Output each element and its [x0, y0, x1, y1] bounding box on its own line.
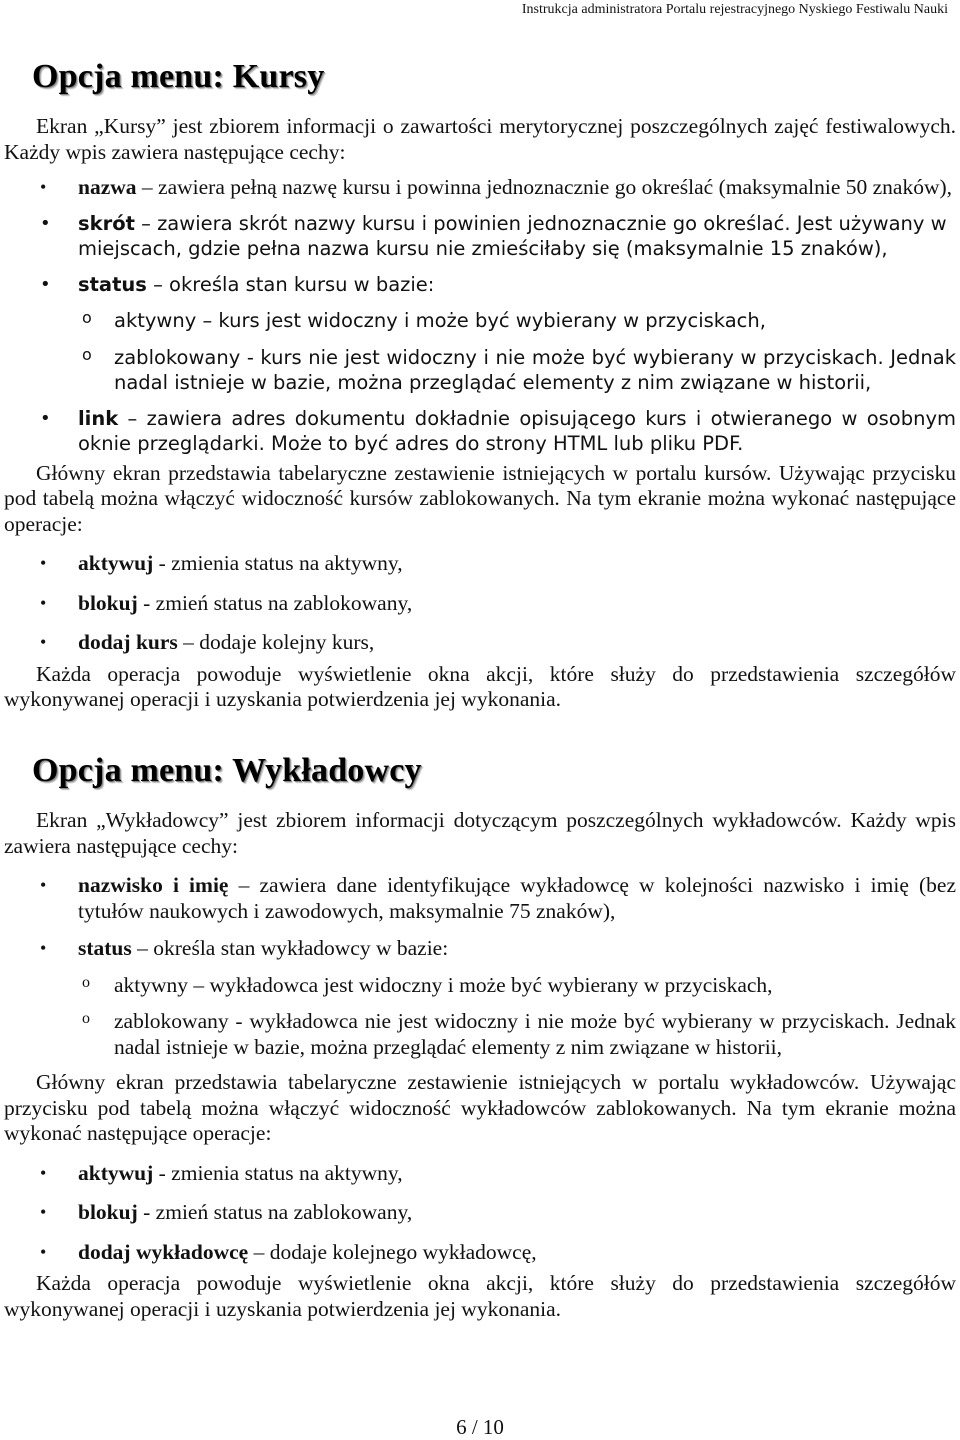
- wykladowcy-closing: Każda operacja powoduje wyświetlenie okna akcji, które służy do przedstawienia szczegółów wykonywanej operacji i uzyskania potwierdzenia jej wykonania.: [4, 1271, 956, 1321]
- list-item: [4, 873, 956, 924]
- term-desc: – zawiera adres dokumentu dokładnie opisującego kurs i otwieranego w osobnym oknie przeglądarki. Może to być adres do strony HTML lub pliku PDF.: [78, 406, 956, 455]
- term-desc: - zmień status na zablokowany,: [137, 590, 413, 615]
- term: nazwa: [78, 175, 137, 199]
- term: status: [78, 272, 147, 296]
- page-header: Instrukcja administratora Portalu rejestracyjnego Nyskiego Festiwalu Nauki: [521, 2, 948, 17]
- kursy-main-screen: Główny ekran przedstawia tabelaryczne zestawienie istniejących w portalu kursów. Używając przycisku pod tabelą można włączyć widoczność kursów zablokowanych. Na tym ekranie można wykonać następujące operacje:: [4, 460, 956, 536]
- section-heading-kursy: Opcja menu: Kursy: [32, 58, 325, 95]
- term-desc: – zawiera dane identyfikujące wykładowcę w kolejności nazwisko i imię (bez tytułów naukowych i zawodowych, maksymalnie 75 znaków),: [78, 873, 957, 923]
- list-item: [4, 406, 956, 457]
- list-item: [4, 591, 956, 617]
- list-item: [4, 1161, 956, 1187]
- term-desc: – określa stan wykładowcy w bazie:: [131, 936, 449, 960]
- list-item: [4, 1240, 956, 1266]
- list-item: o aktywny – kurs jest widoczny i może być wybierany w przyciskach,: [4, 308, 956, 334]
- wykladowcy-main-screen: Główny ekran przedstawia tabelaryczne zestawienie istniejących w portalu wykładowców. Używając przycisku pod tabelą można włączyć widoczność wykładowców zablokowanych. Na tym ekranie można wykonać następujące operacje:: [4, 1070, 956, 1145]
- list-item: [4, 936, 956, 1060]
- wykladowcy-intro: Ekran „Wykładowcy” jest zbiorem informacji dotyczącym poszczególnych wykładowców. Każdy wpis zawiera następujące cechy:: [4, 808, 956, 858]
- list-item: o zablokowany - kurs nie jest widoczny i nie może być wybierany w przyciskach. Jednak nadal istnieje w bazie, można przeglądać elementy z nim związane w historii,: [4, 345, 956, 396]
- term: dodaj wykładowcę: [78, 1239, 249, 1264]
- kursy-operations-list: [4, 551, 956, 656]
- list-item: [4, 211, 956, 262]
- term: dodaj kurs: [78, 630, 178, 654]
- term: blokuj: [78, 1200, 138, 1224]
- term-desc: – zawiera pełną nazwę kursu i powinna jednoznacznie go określać (maksymalnie 50 znaków),: [136, 175, 953, 199]
- term: link: [78, 406, 119, 430]
- wykladowcy-features-list: [4, 873, 956, 1060]
- page-number: 6 / 10: [456, 1415, 504, 1439]
- term: nazwisko i imię: [78, 873, 229, 897]
- list-item: o aktywny – wykładowca jest widoczny i może być wybierany w przyciskach,: [4, 973, 956, 999]
- section-heading-wykladowcy: Opcja menu: Wykładowcy: [32, 752, 422, 789]
- list-item: o zablokowany - wykładowca nie jest widoczny i nie może być wybierany w przyciskach. Jednak nadal istnieje w bazie, można przeglądać elementy z nim związane w historii,: [4, 1009, 956, 1060]
- list-item: [4, 630, 956, 656]
- section-kursy-body: [4, 114, 956, 713]
- term-desc: – dodaje kolejny kurs,: [177, 630, 375, 654]
- kursy-intro: Ekran „Kursy” jest zbiorem informacji o zawartości merytorycznej poszczególnych zajęć festiwalowych. Każdy wpis zawiera następujące cechy:: [4, 114, 956, 164]
- term-desc: - zmień status na zablokowany,: [137, 1200, 413, 1224]
- term: aktywuj: [78, 1160, 154, 1185]
- term: blokuj: [78, 590, 138, 615]
- term-desc: - zmienia status na aktywny,: [153, 551, 403, 575]
- term-desc: – dodaje kolejnego wykładowcę,: [248, 1239, 537, 1264]
- kursy-features-list: [4, 175, 956, 457]
- wykladowcy-operations-list: [4, 1161, 956, 1266]
- wykladowcy-status-list: [4, 973, 956, 1061]
- term-desc: – zawiera skrót nazwy kursu i powinien jednoznacznie go określać. Jest używany w miejscach, gdzie pełna nazwa kursu nie zmieściłaby się (maksymalnie 15 znaków),: [78, 211, 947, 260]
- term-desc: – określa stan kursu w bazie:: [146, 272, 435, 296]
- term: status: [78, 936, 132, 960]
- list-item: [4, 175, 956, 201]
- kursy-status-list: [4, 308, 956, 396]
- term-desc: - zmienia status na aktywny,: [153, 1160, 403, 1185]
- list-item: [4, 551, 956, 577]
- term: aktywuj: [78, 551, 154, 575]
- list-item: [4, 272, 956, 396]
- term: skrót: [78, 211, 135, 235]
- kursy-closing: Każda operacja powoduje wyświetlenie okna akcji, które służy do przedstawienia szczegółów wykonywanej operacji i uzyskania potwierdzenia jej wykonania.: [4, 661, 956, 711]
- list-item: [4, 1200, 956, 1226]
- section-wykladowcy-body: [4, 808, 956, 1322]
